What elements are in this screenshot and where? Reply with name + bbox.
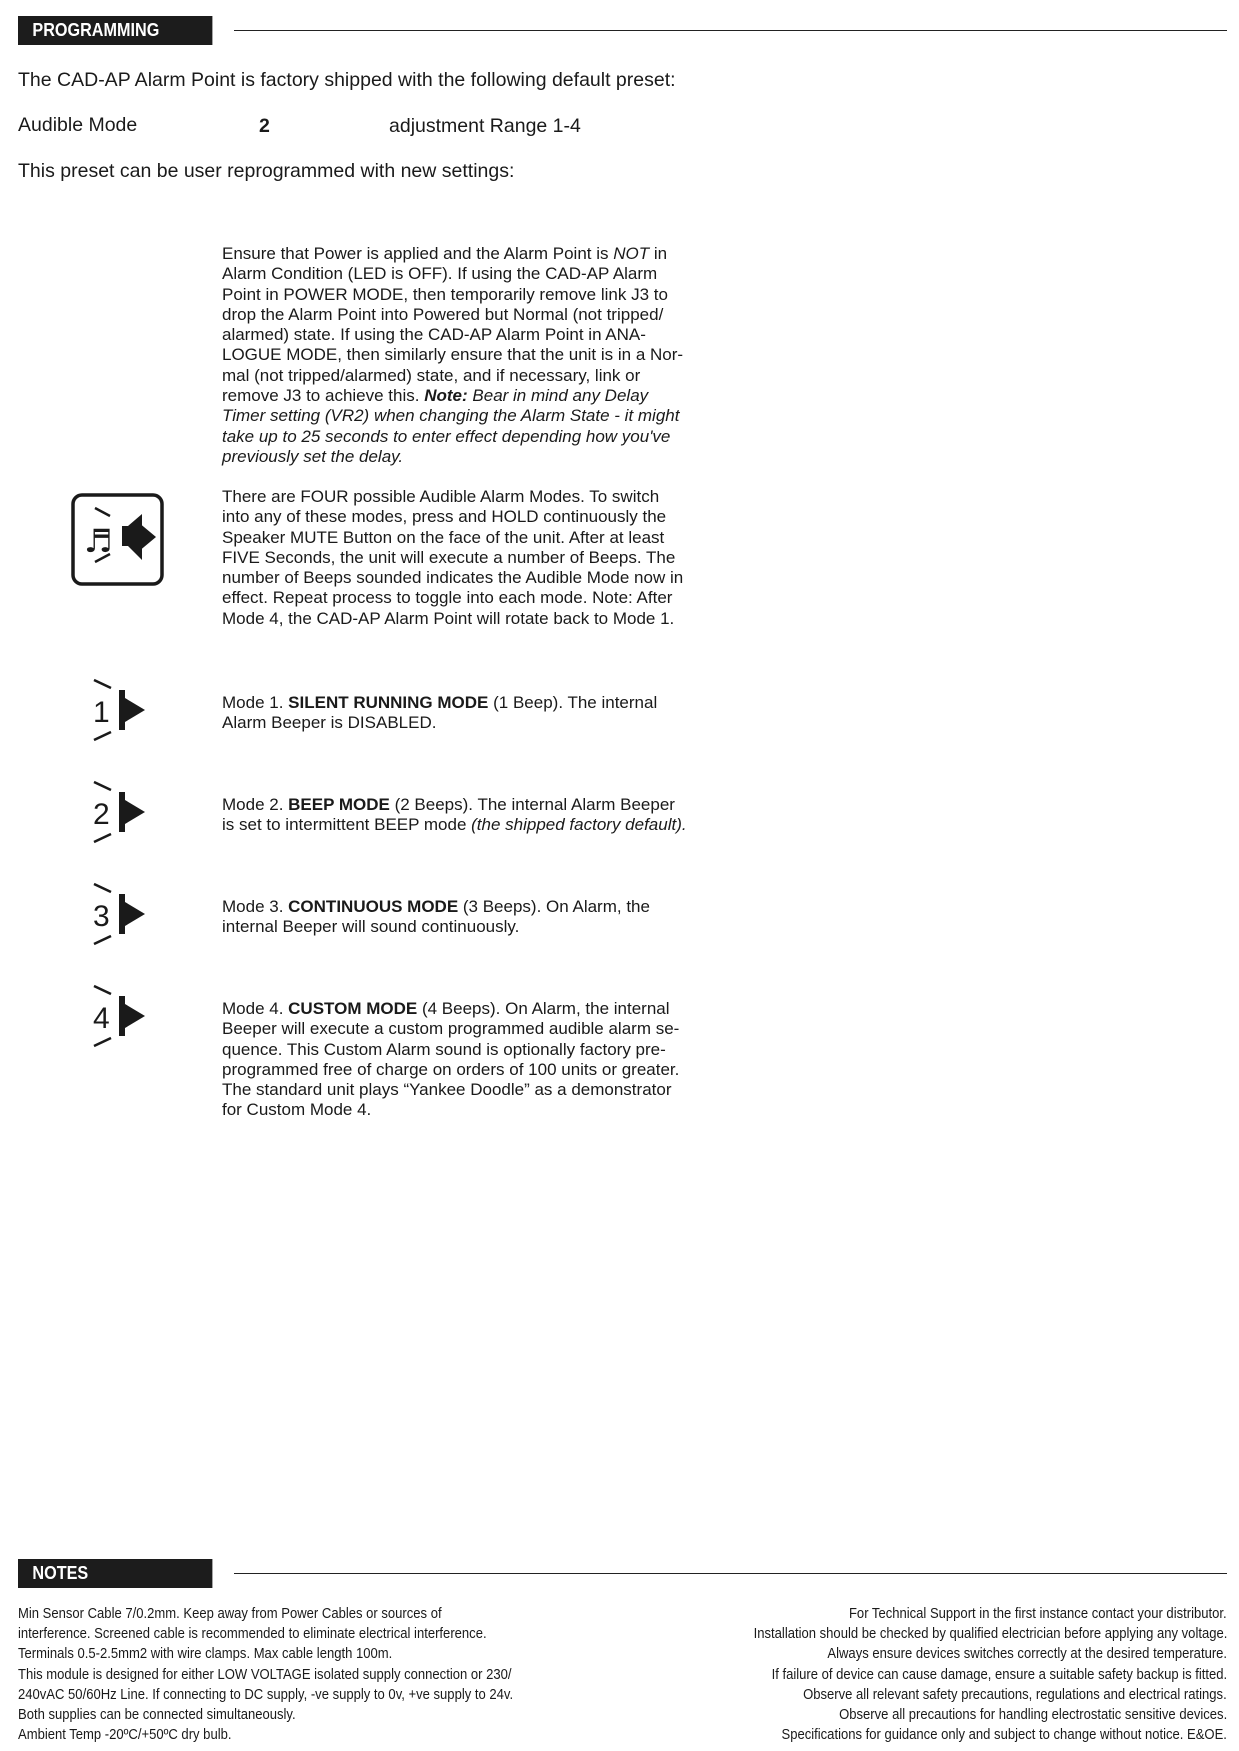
mode-3-speaker-icon <box>88 880 158 948</box>
power-ensure-paragraph: Ensure that Power is applied and the Alarm Point is NOT in Alarm Condition (LED is OFF). If using the CAD-AP Alarm Point in POWER MODE, then temporarily remove link J3 to drop the Alarm Point into Powered but Normal (not tripped/ alarmed) state. If using the CAD-AP Alarm Point in ANA- LOGUE MODE, then similarly ensure that the unit is in a Nor- mal (not tripped/alarmed) state, and if necessary, link or remove J3 to achieve this. Note: Bear in mind any Delay Timer setting (VR2) when changing the Alarm State - it might take up to 25 seconds to enter effect depending how you've previously set the delay. <box>222 244 684 466</box>
svg-text:4: 4 <box>93 1002 110 1035</box>
mode-1-speaker-icon <box>88 676 158 744</box>
mode-2-description: Mode 2. BEEP MODE (2 Beeps). The internal Alarm Beeper is set to intermittent BEEP mode (the shipped factory default). <box>222 795 687 835</box>
svg-text:♬: ♬ <box>84 522 113 560</box>
notes-left-column: Min Sensor Cable 7/0.2mm. Keep away from Power Cables or sources of interference. Screened cable is recommended to eliminate electrical interference. Terminals 0.5-2.5mm2 with wire clamps. Max cable length 100m. This module is designed for either LOW VOLTAGE isolated supply connection or 230/ 240vAC 50/60Hz Line. If connecting to DC supply, -ve supply to 0v, +ve supply to 24v. Both supplies can be connected simultaneously. Ambient Temp -20ºC/+50ºC dry bulb. <box>18 1606 514 1744</box>
notes-right-column: For Technical Support in the first instance contact your distributor. Installation should be checked by qualified electrician before applying any voltage. Always ensure devices switches correctly at the desired temperature. If failure of device can cause damage, ensure a suitable safety backup is fitted. Observe all relevant safety precautions, regulations and electrical ratings. Observe all precautions for handling electrostatic sensitive devices. Specifications for guidance only and subject to change without notice. E&OE. <box>753 1606 1227 1744</box>
svg-text:3: 3 <box>93 900 110 933</box>
preset-label: Audible Mode <box>18 114 138 136</box>
notes-heading-rule <box>234 1573 1227 1574</box>
modes-intro-paragraph: There are FOUR possible Audible Alarm Modes. To switch into any of these modes, press and HOLD continuously the Speaker MUTE Button on the face of the unit. After at least FIVE Seconds, the unit will execute a number of Beeps. The number of Beeps sounded indicates the Audible Mode now in effect. Repeat process to toggle into each mode. Note: After Mode 4, the CAD-AP Alarm Point will rotate back to Mode 1. <box>222 487 684 628</box>
mode-3-description: Mode 3. CONTINUOUS MODE (3 Beeps). On Alarm, the internal Beeper will sound continuously. <box>222 897 650 937</box>
intro-text: The CAD-AP Alarm Point is factory shipped with the following default preset: <box>18 69 676 91</box>
reprogram-note: This preset can be user reprogrammed with new settings: <box>18 160 515 182</box>
mode-2-speaker-icon <box>88 778 158 846</box>
preset-range: adjustment Range 1-4 <box>389 115 581 137</box>
speaker-music-icon <box>70 492 166 588</box>
notes-heading: NOTES <box>18 1559 212 1588</box>
mode-4-speaker-icon <box>88 982 158 1050</box>
programming-heading: PROGRAMMING <box>18 16 212 45</box>
svg-text:2: 2 <box>93 798 110 831</box>
mode-1-description: Mode 1. SILENT RUNNING MODE (1 Beep). The internal Alarm Beeper is DISABLED. <box>222 693 658 733</box>
mode-4-description: Mode 4. CUSTOM MODE (4 Beeps). On Alarm, the internal Beeper will execute a custom programmed audible alarm se- quence. This Custom Alarm sound is optionally factory pre- programmed free of charge on orders of 100 units or greater. The standard unit plays “Yankee Doodle” as a demonstrator for Custom Mode 4. <box>222 999 680 1120</box>
preset-value: 2 <box>259 115 270 137</box>
programming-heading-rule <box>234 30 1227 31</box>
svg-text:1: 1 <box>93 696 110 729</box>
